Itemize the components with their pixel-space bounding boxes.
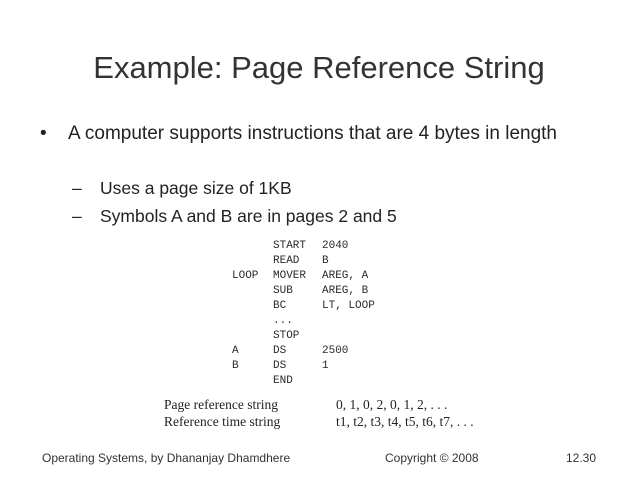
code-opcode: DS	[273, 345, 287, 357]
code-line	[0, 269, 638, 284]
code-opcode: SUB	[273, 285, 293, 297]
code-line	[0, 374, 638, 389]
sub-bullet-page-size	[72, 176, 292, 200]
footer-course: Operating Systems, by Dhananjay Dhamdhere	[42, 451, 291, 465]
code-line	[0, 344, 638, 359]
code-line	[0, 314, 638, 329]
code-label: B	[232, 360, 239, 372]
dash-marker: –	[72, 178, 82, 198]
page-reference-row	[0, 396, 638, 414]
code-opcode: START	[273, 240, 307, 252]
code-operand: AREG, A	[322, 270, 369, 282]
reference-time-values: t1, t2, t3, t4, t5, t6, t7, . . .	[336, 414, 474, 429]
code-line	[0, 239, 638, 254]
code-opcode: DS	[273, 360, 287, 372]
code-label: LOOP	[232, 270, 259, 282]
footer-copyright: Copyright © 2008	[385, 451, 479, 465]
page-reference-values: 0, 1, 0, 2, 0, 1, 2, . . .	[336, 397, 448, 412]
code-line	[0, 359, 638, 374]
code-line	[0, 329, 638, 344]
code-opcode: MOVER	[273, 270, 307, 282]
code-line	[0, 284, 638, 299]
sub-bullet-symbols	[72, 204, 397, 228]
reference-time-row	[0, 413, 638, 431]
code-label: A	[232, 345, 239, 357]
code-opcode: ...	[273, 315, 293, 327]
page-reference-label: Page reference string	[164, 397, 278, 412]
dash-marker: –	[72, 206, 82, 226]
code-line	[0, 254, 638, 269]
sub-bullet-text: Uses a page size of 1KB	[100, 178, 292, 198]
bullet-marker: •	[40, 123, 47, 144]
code-operand: LT, LOOP	[322, 300, 375, 312]
reference-time-label: Reference time string	[164, 414, 281, 429]
code-operand: B	[322, 255, 329, 267]
code-opcode: END	[273, 375, 293, 387]
code-operand: 2500	[322, 345, 349, 357]
code-opcode: BC	[273, 300, 287, 312]
code-opcode: STOP	[273, 330, 300, 342]
code-line	[0, 299, 638, 314]
footer-slide-number: 12.30	[565, 451, 596, 465]
sub-bullet-text: Symbols A and B are in pages 2 and 5	[100, 206, 397, 226]
slide-title: Example: Page Reference String	[93, 50, 545, 85]
code-operand: AREG, B	[322, 285, 369, 297]
slide-footer	[0, 448, 638, 468]
code-opcode: READ	[273, 255, 300, 267]
bullet-instruction-size: A computer supports instructions that are 4 bytes in length	[68, 123, 557, 144]
code-operand: 2040	[322, 240, 349, 252]
code-operand: 1	[322, 360, 329, 372]
